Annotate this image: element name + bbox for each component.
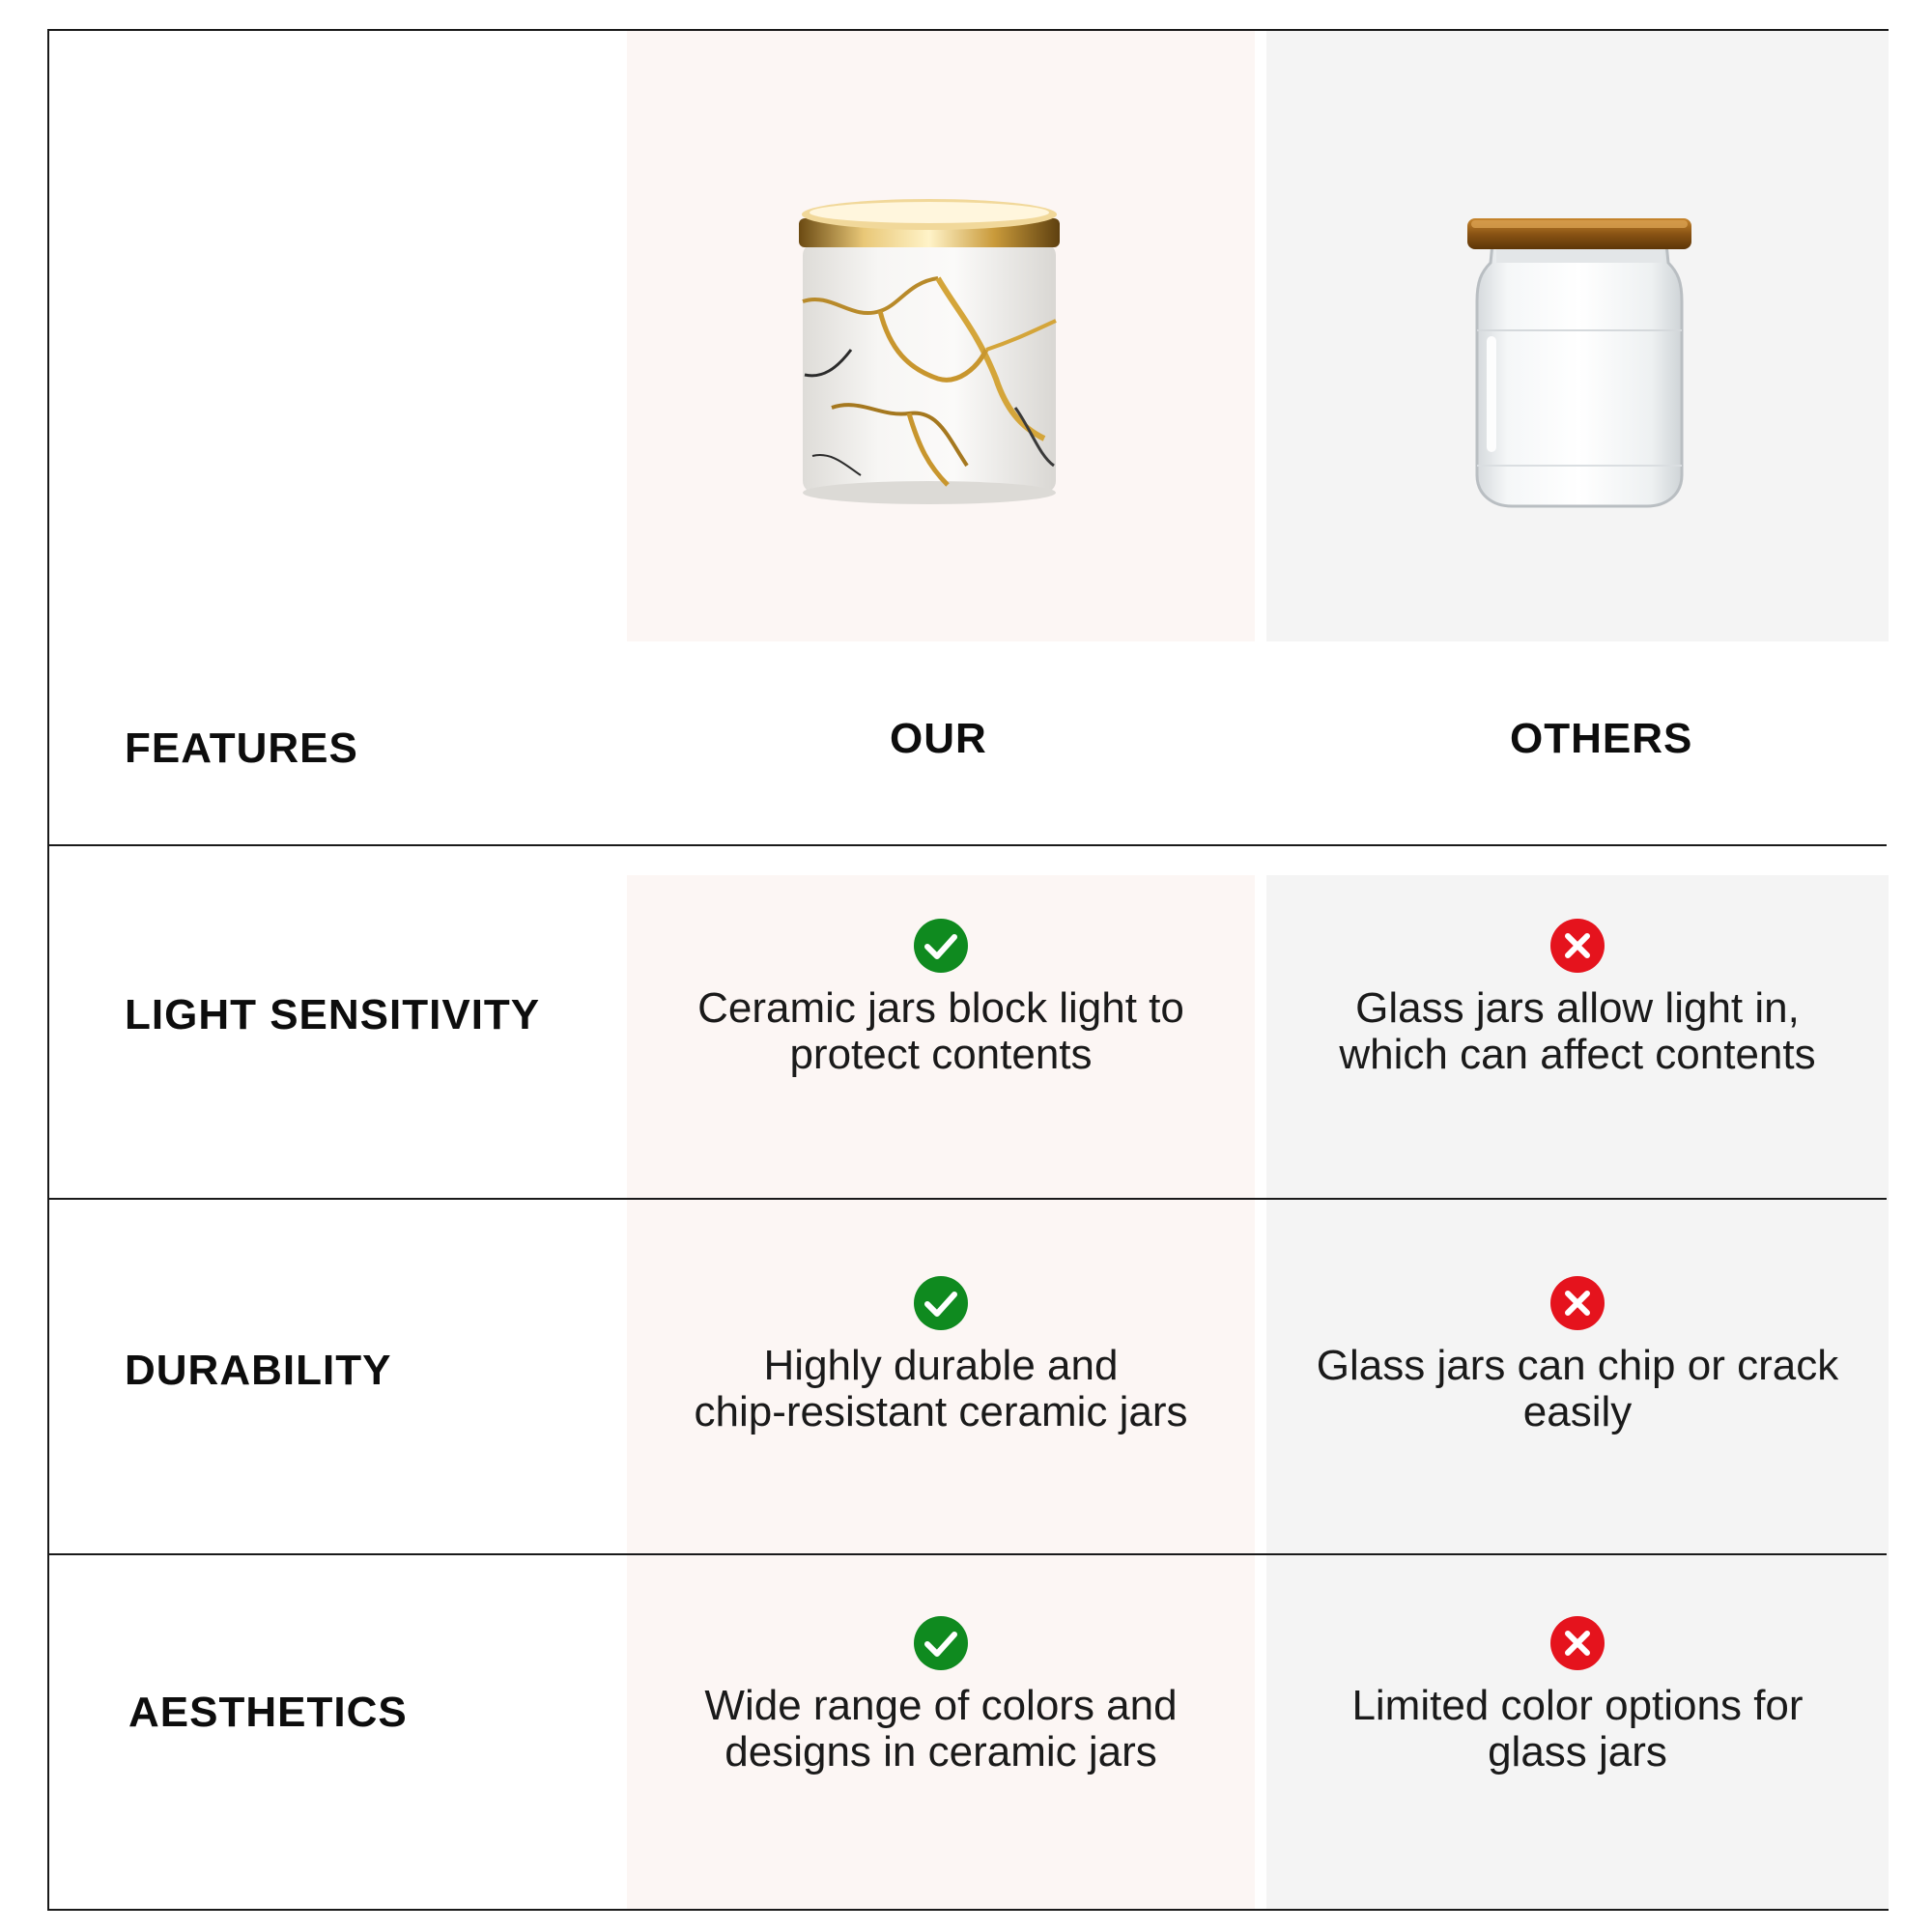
check-icon	[913, 1615, 969, 1671]
our-text-line: protect contents	[789, 1031, 1093, 1078]
others-cell-light-sensitivity	[1266, 918, 1889, 1078]
others-text-line: Glass jars can chip or crack	[1316, 1342, 1839, 1389]
row-divider	[49, 1553, 1887, 1555]
others-cell-aesthetics	[1266, 1615, 1889, 1776]
glass-jar-image	[1463, 185, 1695, 514]
cross-icon	[1549, 1615, 1605, 1671]
header-row-background	[627, 641, 1889, 875]
others-text-line: Glass jars allow light in,	[1355, 984, 1800, 1032]
feature-label-durability: DURABILITY	[125, 1347, 392, 1394]
others-text-line: easily	[1522, 1388, 1633, 1435]
features-heading: FEATURES	[125, 724, 358, 772]
cross-icon	[1549, 918, 1605, 974]
ceramic-jar-image	[793, 185, 1064, 514]
row-divider	[49, 1198, 1887, 1200]
cross-icon	[1549, 1275, 1605, 1331]
our-heading: OUR	[890, 715, 987, 762]
check-icon	[913, 1275, 969, 1331]
our-text-line: chip-resistant ceramic jars	[694, 1388, 1188, 1435]
our-text-line: Highly durable and	[763, 1342, 1119, 1389]
our-text-line: designs in ceramic jars	[724, 1728, 1157, 1776]
check-icon	[913, 918, 969, 974]
comparison-table	[47, 29, 1889, 1911]
feature-label-light-sensitivity: LIGHT SENSITIVITY	[125, 991, 541, 1038]
row-divider	[49, 844, 1887, 846]
others-text-line: which can affect contents	[1339, 1031, 1816, 1078]
others-text-line: Limited color options for	[1351, 1682, 1804, 1729]
others-text-line: glass jars	[1488, 1728, 1667, 1776]
others-cell-durability	[1266, 1275, 1889, 1435]
our-text-line: Wide range of colors and	[704, 1682, 1178, 1729]
feature-label-aesthetics: AESTHETICS	[128, 1689, 408, 1736]
our-text-line: Ceramic jars block light to	[697, 984, 1184, 1032]
our-cell-light-sensitivity	[627, 918, 1255, 1078]
others-heading: OTHERS	[1510, 715, 1693, 762]
our-cell-aesthetics	[627, 1615, 1255, 1776]
our-cell-durability	[627, 1275, 1255, 1435]
